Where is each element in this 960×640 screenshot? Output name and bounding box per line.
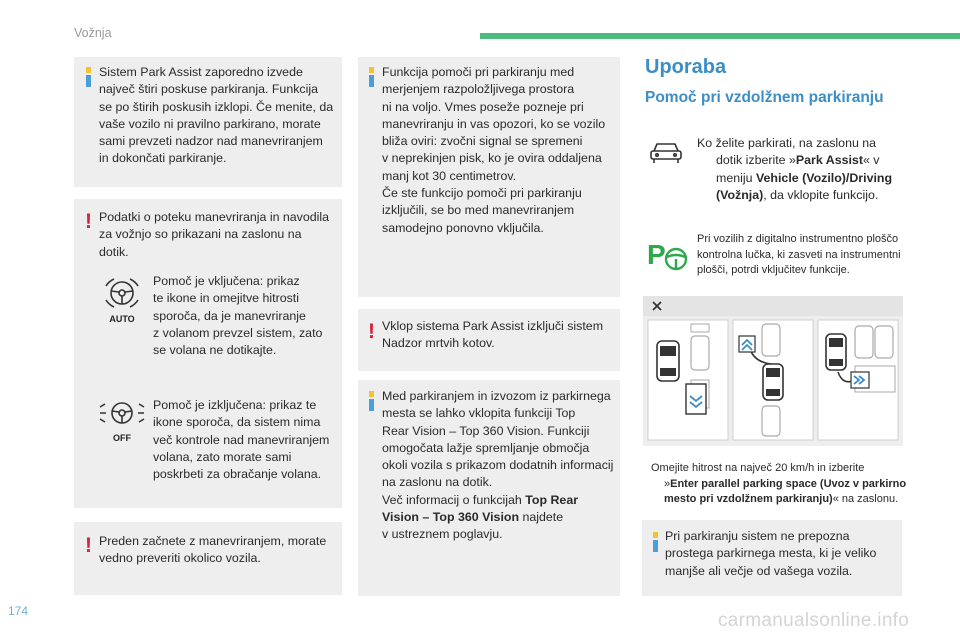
off-description: Pomoč je izključena: prikaz te ikone sporoča, da sistem nima več kontrole nad manevriranjem volana, zato morate sami poskrbeti za obračanje volana. (153, 398, 330, 482)
warning-text-intro: Podatki o poteku manevriranja in navodila za vožnjo so prikazani na zaslonu na dotik. (99, 210, 330, 259)
tip-text-space-size: Pri parkiranju sistem ne prepozna prostega parkirnega mesta, ki je veliko manjše ali večje od vašega vozila. (665, 529, 877, 578)
step1-text: Ko želite parkirati, na zaslonu na dotik izberite »Park Assist« v meniju Vehicle (Vozilo)/Driving (Vožnja), da vklopite funkcijo. (697, 136, 893, 202)
option-parallel-exit (733, 320, 813, 440)
tip-text-assist-function: Funkcija pomoči pri parkiranju med merjenjem razpoložljivega prostora ni na voljo. Vmes poseže pozneje pri manevriranju in vas opozori, ko se vozilo bliža oviri: zvočni signal se spremeni v neprekinjen pisk, ko je ovira oddaljena manj kot 30 centimetrov. Če ste funkcijo pomoči pri parkiranju izključili, se bo med manevriranjem samodejno ponovno vključila. (382, 65, 606, 235)
watermark: carmanualsonline.info (718, 610, 910, 631)
section-heading: Uporaba (645, 56, 727, 78)
warning-text-blind-spot: Vklop sistema Park Assist izključi sistem Nadzor mrtvih kotov. (382, 319, 604, 351)
tip-icon (369, 391, 374, 411)
park-assist-indicator-icon (647, 236, 689, 274)
tip-text-park-attempts: Sistem Park Assist zaporedno izvede največ štiri poskuse parkiranja. Funkcija se po štirih poskusih izklopi. Če menite, da vaše vozilo ni pravilno parkirano, morate sami prevzeti nadzor nad manevriranjem in dokončati parkiranje. (99, 65, 334, 166)
car-front-icon (648, 141, 684, 165)
svg-text:OFF: OFF (113, 433, 131, 443)
page-number: 174 (8, 604, 29, 618)
tip-icon (653, 532, 658, 552)
tip-icon (369, 67, 374, 87)
tip-text-top-vision: Med parkiranjem in izvozom iz parkirnega mesta se lahko vklopita funkciji Top Rear Vision – Top 360 Vision. Funkciji omogočata lažje spremljanje območja okoli vozila s prikazom dodatnih informacij na zaslonu na dotik. Več informacij o funkcijah Top Rear Vision – Top 360 Vision najdete v ustreznem poglavju. (382, 389, 614, 542)
subsection-heading: Pomoč pri vzdolžnem parkiranju (645, 89, 884, 106)
section-title: Vožnja (74, 26, 112, 40)
warning-icon: ! (85, 534, 92, 557)
warning-icon: ! (85, 210, 92, 233)
warning-text-surroundings: Preden začnete z manevriranjem, morate vedno preveriti okolico vozila. (99, 534, 327, 566)
steering-wheel-off-icon (96, 397, 148, 447)
parking-mode-screen (643, 296, 903, 446)
step2-text: Omejite hitrost na največ 20 km/h in izberite »Enter parallel parking space (Uvoz v parkirno mesto pri vzdolžnem parkiranju)« na zaslonu. (651, 462, 907, 505)
option-perpendicular (818, 320, 898, 440)
indicator-text: Pri vozilih z digitalno instrumentno ploščo kontrolna lučka, ki zasveti na instrumentni plošči, potrdi vključitev funkcije. (697, 233, 901, 276)
warning-icon: ! (368, 320, 375, 343)
auto-description: Pomoč je vključena: prikaz te ikone in omejitve hitrosti sporoča, da je manevriranje z volanom prevzel sistem, zato se volana ne dotikajte. (153, 274, 323, 358)
svg-text:P: P (647, 239, 666, 270)
tip-icon (86, 67, 91, 87)
option-parallel-entry (648, 320, 728, 440)
header-accent-bar (480, 33, 960, 39)
svg-text:AUTO: AUTO (109, 314, 135, 324)
steering-wheel-auto-icon (100, 276, 144, 326)
